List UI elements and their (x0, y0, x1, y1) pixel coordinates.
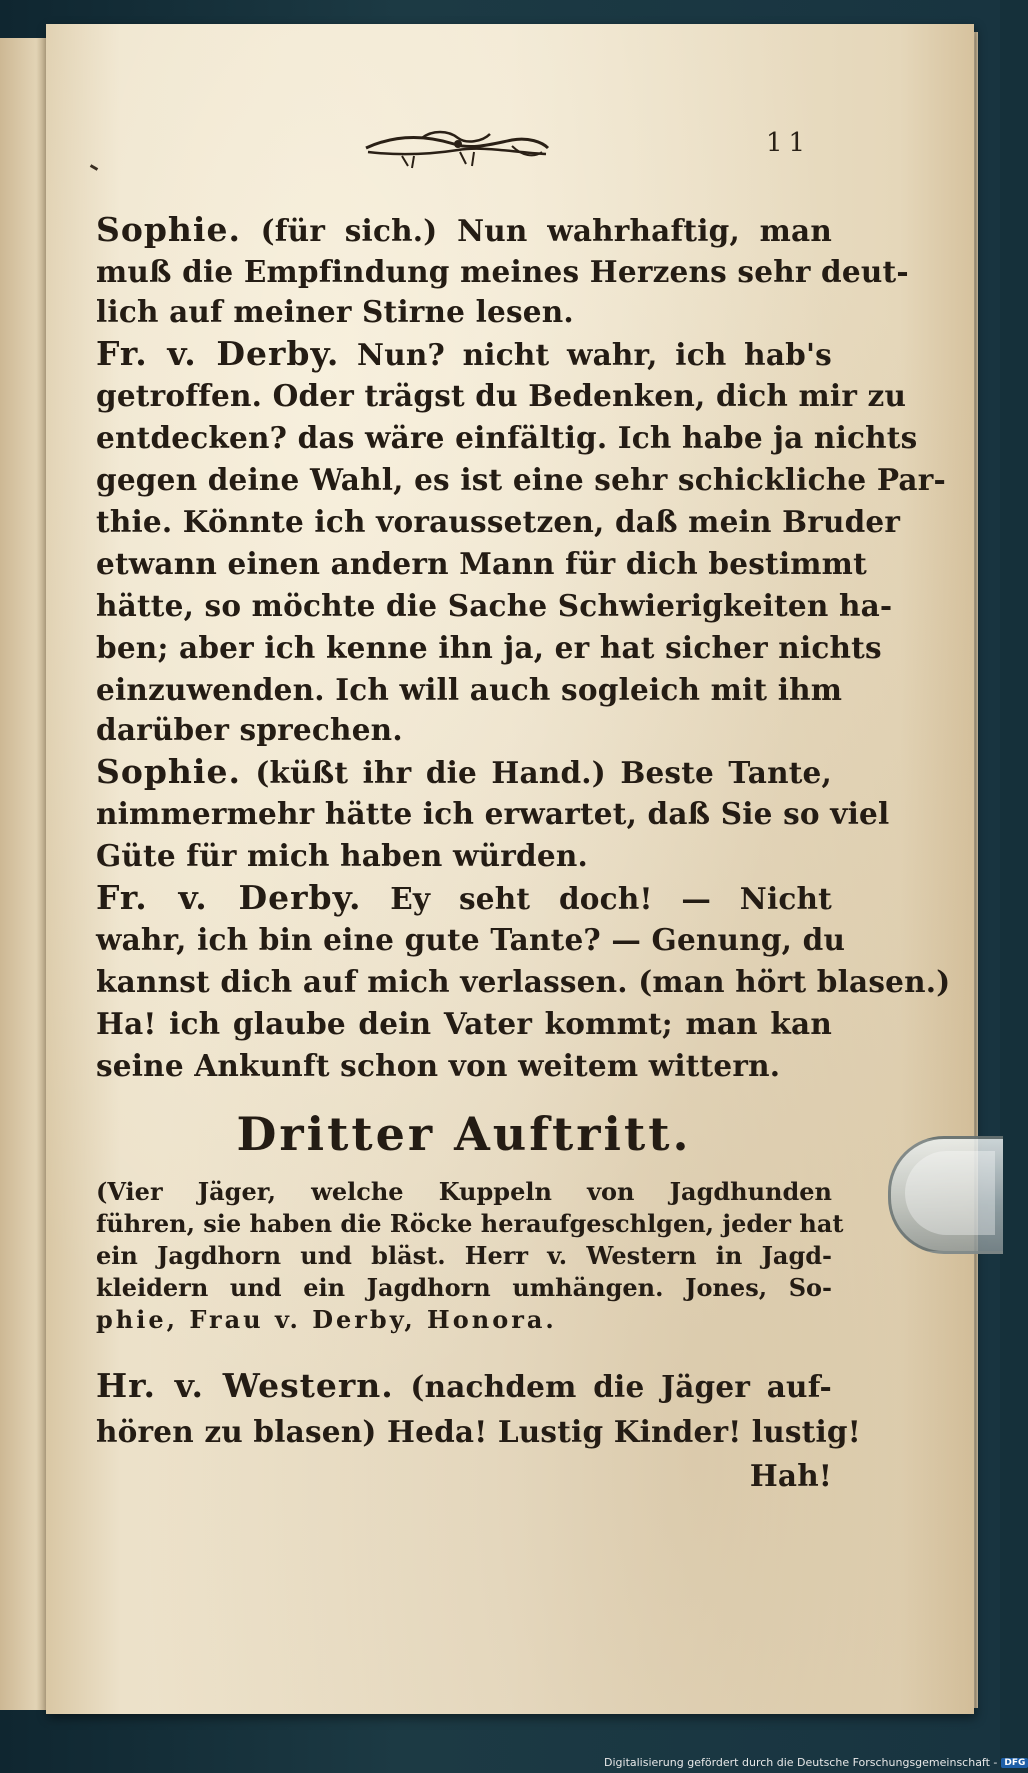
stage-direction-4: kleidern und ein Jagdhorn umhängen. Jones, So- (96, 1273, 832, 1302)
text-line-4 (96, 334, 832, 375)
text-line-21: seine Ankunft schon von weitem wittern. (96, 1048, 781, 1083)
text-line-19: kannst dich auf mich verlassen. (man hört blasen.) (96, 964, 951, 999)
text-line-8: thie. Könnte ich voraussetzen, daß mein Bruder (96, 504, 901, 539)
stage-direction-1: (Vier Jäger, welche Kuppeln von Jagdhunden (96, 1177, 832, 1206)
text-line-1 (96, 210, 832, 251)
speaker-derby: Fr. v. Derby. (96, 878, 362, 917)
speaker-sophie: Sophie. (96, 210, 241, 249)
text-line-11: ben; aber ich kenne ihn ja, er hat sicher nichts (96, 630, 882, 665)
page-clip (888, 1136, 1003, 1254)
stage-direction-3: ein Jagdhorn und bläst. Herr v. Western in Jagd- (96, 1241, 832, 1270)
text-line-2: muß die Empfindung meines Herzens sehr deut- (96, 254, 909, 289)
text-line-22 (96, 1366, 832, 1407)
speaker-sophie: Sophie. (96, 752, 241, 791)
text-line-3: lich auf meiner Stirne lesen. (96, 294, 574, 329)
catchword: Hah! (749, 1458, 832, 1493)
line-text: (für sich.) Nun wahrhaftig, man (260, 213, 832, 248)
dfg-logo: DFG (1001, 1758, 1028, 1768)
text-line-5: getroffen. Oder trägst du Bedenken, dich mir zu (96, 378, 907, 413)
stage-direction-2: führen, sie haben die Röcke heraufgeschlgen, jeder hat (96, 1209, 844, 1238)
digitization-credit (604, 1756, 1028, 1769)
text-line-13: darüber sprechen. (96, 712, 403, 747)
text-line-6: entdecken? das wäre einfältig. Ich habe ja nichts (96, 420, 918, 455)
decorative-ornament-icon (362, 126, 552, 172)
text-line-12: einzuwenden. Ich will auch sogleich mit ihm (96, 672, 843, 707)
speaker-derby: Fr. v. Derby. (96, 334, 340, 373)
line-text: Nun? nicht wahr, ich hab's (357, 337, 832, 372)
scene-heading: Dritter Auftritt. (236, 1107, 692, 1161)
text-line-7: gegen deine Wahl, es ist eine sehr schickliche Par- (96, 462, 946, 497)
speaker-western: Hr. v. Western. (96, 1366, 394, 1405)
text-line-20: Ha! ich glaube dein Vater kommt; man kan (96, 1006, 832, 1041)
text-line-10: hätte, so möchte die Sache Schwierigkeiten ha- (96, 588, 893, 623)
text-line-17 (96, 878, 832, 919)
text-line-14 (96, 752, 832, 793)
page-number: 11 (766, 128, 812, 158)
stage-direction-5: phie, Frau v. Derby, Honora. (96, 1305, 557, 1334)
text-line-23: hören zu blasen) Heda! Lustig Kinder! lustig! (96, 1414, 861, 1449)
page-clip-glass (905, 1151, 995, 1235)
text-line-15: nimmermehr hätte ich erwartet, daß Sie so viel (96, 796, 890, 831)
line-text: (nachdem die Jäger auf- (410, 1369, 832, 1404)
text-line-16: Güte für mich haben würden. (96, 838, 588, 873)
line-text: (küßt ihr die Hand.) Beste Tante, (255, 755, 832, 790)
text-line-18: wahr, ich bin eine gute Tante? — Genung, du (96, 922, 846, 957)
text-line-9: etwann einen andern Mann für dich bestimmt (96, 546, 867, 581)
line-text: Ey seht doch! — Nicht (390, 881, 832, 916)
credit-text: Digitalisierung gefördert durch die Deutsche Forschungsgemeinschaft - (604, 1756, 998, 1769)
